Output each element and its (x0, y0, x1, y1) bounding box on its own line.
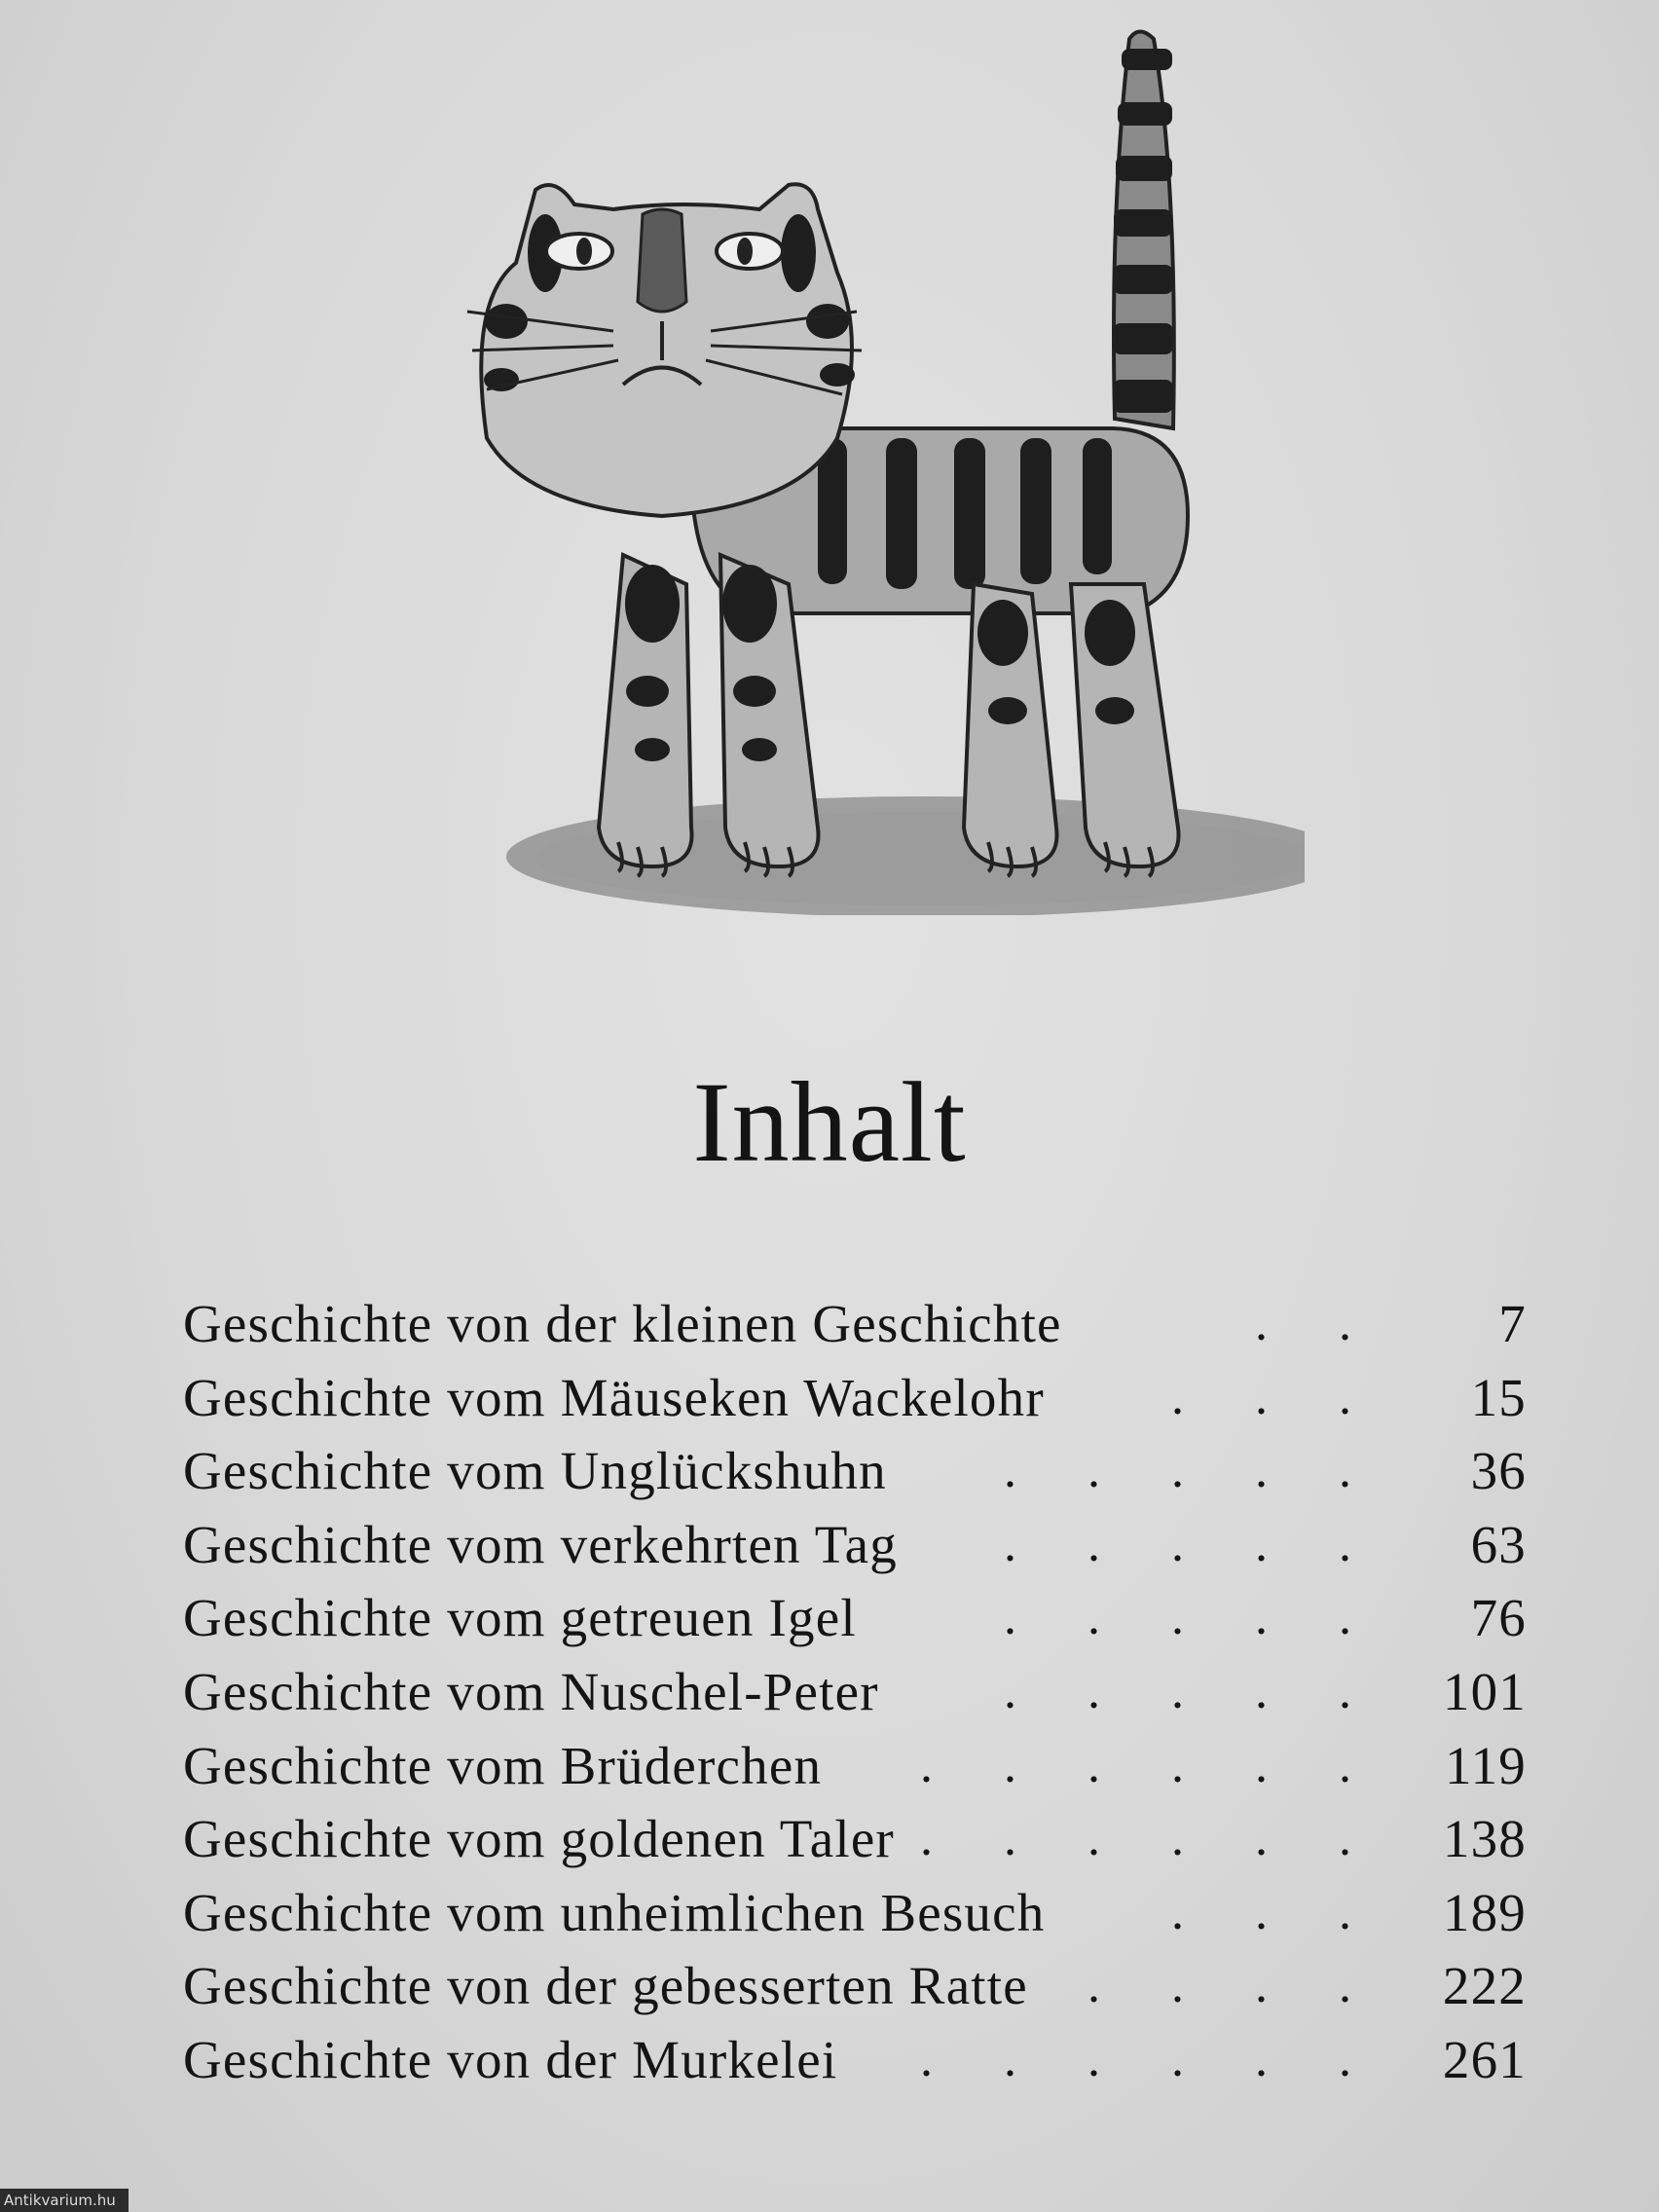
toc-page-number: 36 (1470, 1441, 1527, 1501)
toc-leader-dots: . . . (1171, 1369, 1381, 1425)
toc-page-number: 261 (1442, 2029, 1527, 2089)
striped-cat-icon (428, 10, 1305, 915)
toc-entry-title: Geschichte vom Nuschel-Peter (183, 1661, 879, 1721)
toc-entry (183, 1508, 1527, 1582)
toc-entry (183, 1361, 1527, 1435)
toc-entry (183, 1876, 1527, 1950)
toc-leader-dots: . . . . (1088, 1958, 1381, 2014)
toc-page-number: 222 (1442, 1956, 1527, 2016)
toc-leader-dots: . . . . . (1004, 1443, 1381, 1499)
toc-leader-dots: . . . . . . (920, 1811, 1381, 1867)
toc-entry-title: Geschichte von der kleinen Geschichte (183, 1294, 1062, 1353)
toc-page-number: 63 (1470, 1514, 1527, 1574)
toc-page-number: 101 (1442, 1661, 1527, 1721)
toc-page-number: 7 (1498, 1294, 1527, 1353)
toc-leader-dots: . . (1255, 1296, 1381, 1351)
toc-entry-title: Geschichte vom getreuen Igel (183, 1588, 857, 1648)
toc-entry-title: Geschichte vom verkehrten Tag (183, 1514, 898, 1574)
toc-entry-title: Geschichte vom Unglückshuhn (183, 1441, 887, 1501)
watermark: Antikvarium.hu (0, 2189, 129, 2212)
toc-page-number: 119 (1444, 1735, 1527, 1795)
page-title: Inhalt (692, 1058, 967, 1186)
toc-page-number: 76 (1470, 1588, 1527, 1648)
toc-entry (183, 1655, 1527, 1729)
toc-leader-dots: . . . . . (1004, 1516, 1381, 1572)
toc-leader-dots: . . . . . (1004, 1663, 1381, 1719)
toc-entry (183, 2023, 1527, 2097)
toc-entry-title: Geschichte von der gebesserten Ratte (183, 1956, 1028, 2016)
toc-entry-title: Geschichte vom unheimlichen Besuch (183, 1882, 1046, 1942)
toc-page-number: 15 (1470, 1367, 1527, 1427)
table-of-contents (183, 1287, 1527, 2097)
toc-entry (183, 1287, 1527, 1361)
toc-entry-title: Geschichte vom goldenen Taler (183, 1809, 895, 1869)
toc-entry-title: Geschichte vom Mäuseken Wackelohr (183, 1367, 1045, 1427)
toc-entry (183, 1802, 1527, 1876)
toc-entry-title: Geschichte von der Murkelei (183, 2029, 838, 2089)
toc-page-number: 189 (1442, 1882, 1527, 1942)
toc-leader-dots: . . . (1171, 1884, 1381, 1940)
toc-leader-dots: . . . . . . (920, 1737, 1381, 1793)
toc-leader-dots: . . . . . (1004, 1590, 1381, 1646)
toc-entry (183, 1434, 1527, 1508)
toc-entry (183, 1581, 1527, 1655)
toc-leader-dots: . . . . . . (920, 2031, 1381, 2087)
toc-entry (183, 1729, 1527, 1803)
toc-entry (183, 1949, 1527, 2023)
toc-page-number: 138 (1442, 1809, 1527, 1869)
toc-entry-title: Geschichte vom Brüderchen (183, 1735, 823, 1795)
